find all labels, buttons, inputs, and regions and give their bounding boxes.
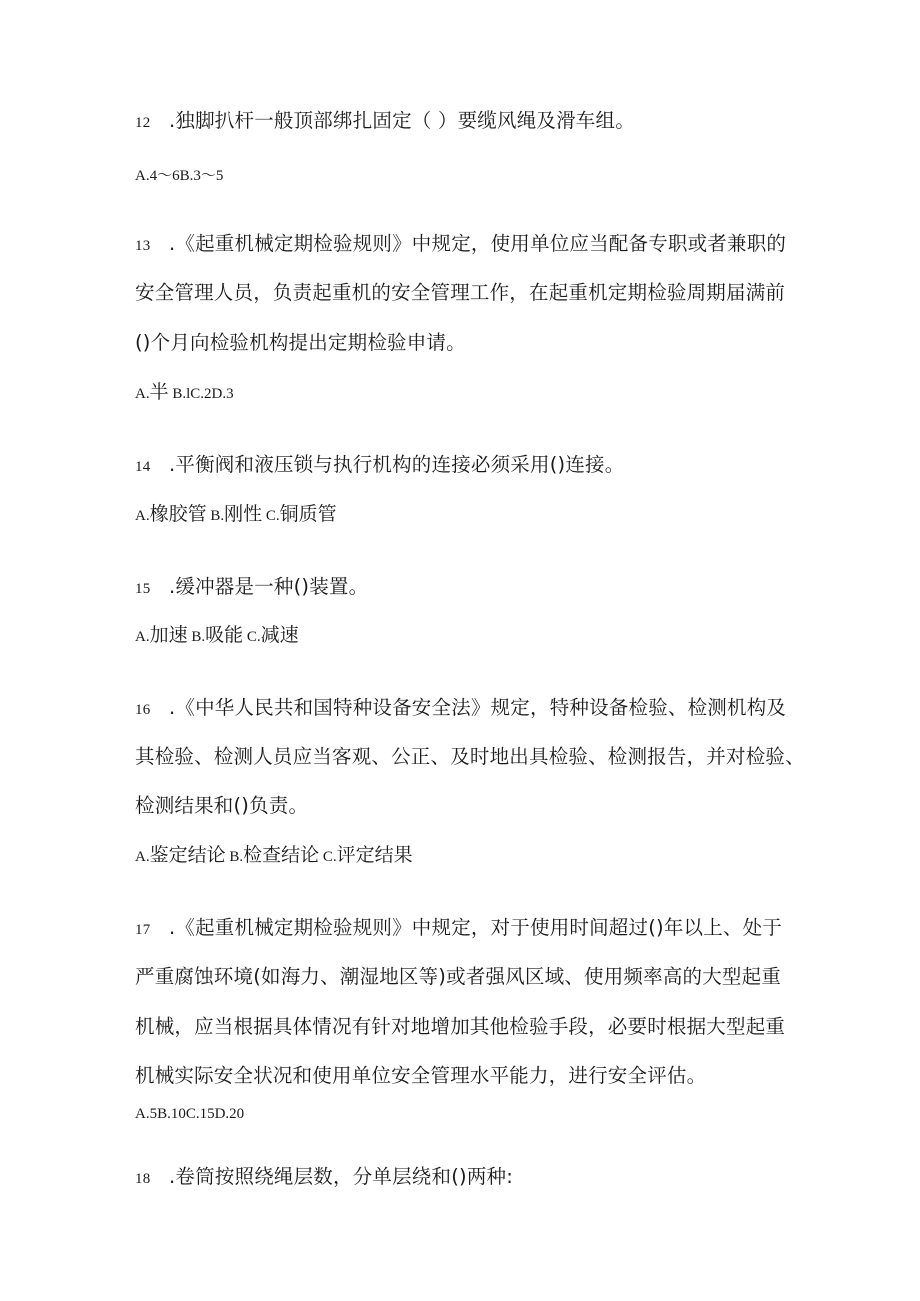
question-17-line-2: 严重腐蚀环境(如海力、潮湿地区等)或者强风区域、使用频率高的大型起重 [135, 965, 782, 988]
question-text: .缓冲器是一种()装置。 [169, 575, 369, 598]
question-17-options: A.5B.10C.15D.20 [135, 1106, 245, 1122]
question-17-line-1 [135, 914, 782, 944]
question-16-line-2: 其检验、检测人员应当客观、公正、及时地出具检验、检测报告，并对检验、 [135, 745, 805, 768]
question-13-options: A.半 B.lC.2D.3 [135, 381, 234, 403]
question-16-line-3: 检测结果和()负责。 [135, 794, 309, 817]
question-15-options: A.加速 B.吸能 C.减速 [135, 624, 299, 646]
question-number: 13 [135, 238, 151, 254]
question-13-line-1 [135, 230, 786, 260]
question-13-line-3: ()个月向检验机构提出定期检验申请。 [135, 331, 466, 354]
question-number: 17 [135, 922, 151, 938]
question-13-line-2: 安全管理人员，负责起重机的安全管理工作，在起重机定期检验周期届满前 [135, 281, 786, 304]
question-14-options: A.橡胶管 B.刚性 C.铜质管 [135, 503, 337, 525]
question-12-line-1 [135, 107, 635, 137]
question-17-line-4: 机械实际安全状况和使用单位安全管理水平能力，进行安全评估。 [135, 1064, 707, 1087]
question-number: 15 [135, 581, 151, 597]
question-16-line-1 [135, 694, 786, 724]
question-text: .《起重机械定期检验规则》中规定，使用单位应当配备专职或者兼职的 [169, 232, 787, 255]
question-number: 14 [135, 459, 151, 475]
question-number: 12 [135, 115, 151, 131]
question-16-options: A.鉴定结论 B.检查结论 C.评定结果 [135, 844, 413, 866]
question-text: .独脚扒杆一般顶部绑扎固定（ ）要缆风绳及滑车组。 [169, 109, 635, 132]
question-15-line-1 [135, 573, 368, 603]
question-18-line-1 [135, 1163, 513, 1193]
question-number: 18 [135, 1171, 151, 1187]
question-14-line-1 [135, 451, 624, 481]
question-text: .卷筒按照绕绳层数，分单层绕和()两种: [169, 1165, 513, 1188]
question-text: .《中华人民共和国特种设备安全法》规定，特种设备检验、检测机构及 [169, 696, 787, 719]
question-text: .《起重机械定期检验规则》中规定，对于使用时间超过()年以上、处于 [169, 916, 783, 939]
question-12-options: A.4～6B.3～5 [135, 168, 224, 184]
question-17-line-3: 机械，应当根据具体情况有针对地增加其他检验手段，必要时根据大型起重 [135, 1015, 786, 1038]
question-text: .平衡阀和液压锁与执行机构的连接必须采用()连接。 [169, 453, 625, 476]
question-number: 16 [135, 702, 151, 718]
